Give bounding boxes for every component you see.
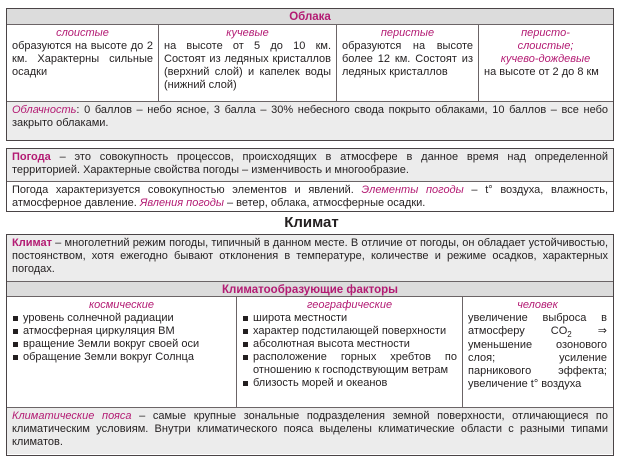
weather-definition [7,149,613,181]
factor-text-human [468,312,607,391]
list-item: абсолютная высота местности [242,338,457,351]
cloud-title-cirrostratus-2: слоистые; [517,40,574,52]
cloud-col-stratus [7,25,159,101]
factor-list-geographic [242,312,457,390]
weather-phenomena-term: Явления погоды [139,197,224,209]
cloud-text-stratus: образуются на высоте до 2 км. Характерны сильные осадки [12,40,153,78]
list-item: уровень солнечной радиации [12,312,231,325]
weather-p2-start: Погода характеризуется совокупностью элементов и явлений. [12,184,362,196]
climate-title: Климат [284,214,339,231]
factors-header: Климатообразующие факторы [7,281,613,297]
cloud-text-cumulus: на высоте от 5 до 10 км. Состоят из ледяных кристаллов (верхний слой) и капелек воды (нижний слой) [164,40,331,91]
climate-definition [7,235,613,281]
list-item: широта местности [242,312,457,325]
factor-columns [7,297,613,407]
cloud-text-cirrostratus: на высоте от 2 до 8 км [484,66,599,78]
cloud-col-cirrus [337,25,479,101]
cloud-col-cumulus [159,25,337,101]
cloud-text-cirrus: образуются на высоте более 12 км. Состоят из ледяных кристаллов [342,40,473,78]
cloud-title-cirrostratus-1: перисто- [521,27,570,39]
factor-col-human [463,297,612,407]
climate-term: Климат [12,237,52,249]
factor-title-geographic: географические [306,299,393,311]
weather-elements [7,181,613,211]
clouds-header: Облака [7,9,613,25]
clouds-columns [7,25,613,101]
factor-title-cosmic: космические [88,299,155,311]
cloud-title-cirrus: перистые [380,27,435,39]
weather-elements-term: Элементы погоды [361,184,464,196]
factor-col-cosmic [7,297,237,407]
climate-belts-text: – самые крупные зональные подразделения земной поверхности, отличающиеся по климатическим условиям. Внутри климатического пояса выделены климатические области с разными типами климатов. [12,410,609,448]
human-text-a: увеличение выброса в атмосферу CO [468,312,607,337]
climate-belts-term: Климатические пояса [12,410,132,422]
cloud-col-cirrostratus [479,25,612,101]
cloudiness-term: Облачность [12,104,77,116]
clouds-box [6,8,614,141]
climate-belts-row [7,407,613,454]
cloud-title-stratus: слоистые [56,27,109,39]
weather-elements-text: – t° воздуха, влажность, атмосферное давление. [12,184,609,209]
climate-box [6,234,614,456]
cloudiness-text: : 0 баллов – небо ясное, 3 балла – 30% небесного свода покрыто облаками, 10 баллов – все небо закрыто облаками. [12,104,608,129]
list-item: близость морей и океанов [242,377,457,390]
list-item: расположение горных хребтов по отношению к господствующим ветрам [242,351,457,377]
human-text-sub: 2 [567,330,572,340]
list-item: вращение Земли вокруг своей оси [12,338,231,351]
climate-definition-text: – многолетний режим погоды, типичный в данном месте. В отличие от погоды, он обладает устойчивостью, постоянством, хотя ежегодно бывают отклонения в температуре, количестве и режиме осадков, характерных погодах. [12,237,608,275]
weather-box [6,148,614,212]
factor-list-cosmic [12,312,231,364]
list-item: характер подстилающей поверхности [242,325,457,338]
factor-col-geographic [237,297,463,407]
list-item: атмосферная циркуляция ВМ [12,325,231,338]
cloud-title-cumulus: кучевые [226,27,269,39]
cloudiness-row [7,101,613,140]
cloud-title-cumulonimbus: кучево-дождевые [500,53,591,65]
weather-definition-text: – это совокупность процессов, происходящих в атмосфере в данное время над определенной территорией. Характерные свойства погоды – изменчивость и многообразие. [12,151,608,176]
human-text-b: ⇒ уменьшение озонового слоя; усиление парникового эффекта; увеличение t° воздуха [468,325,607,391]
list-item: обращение Земли вокруг Солнца [12,351,231,364]
weather-term: Погода [12,151,51,163]
weather-phenomena-text: – ветер, облака, атмосферные осадки. [223,197,426,209]
factor-title-human: человек [517,299,558,311]
